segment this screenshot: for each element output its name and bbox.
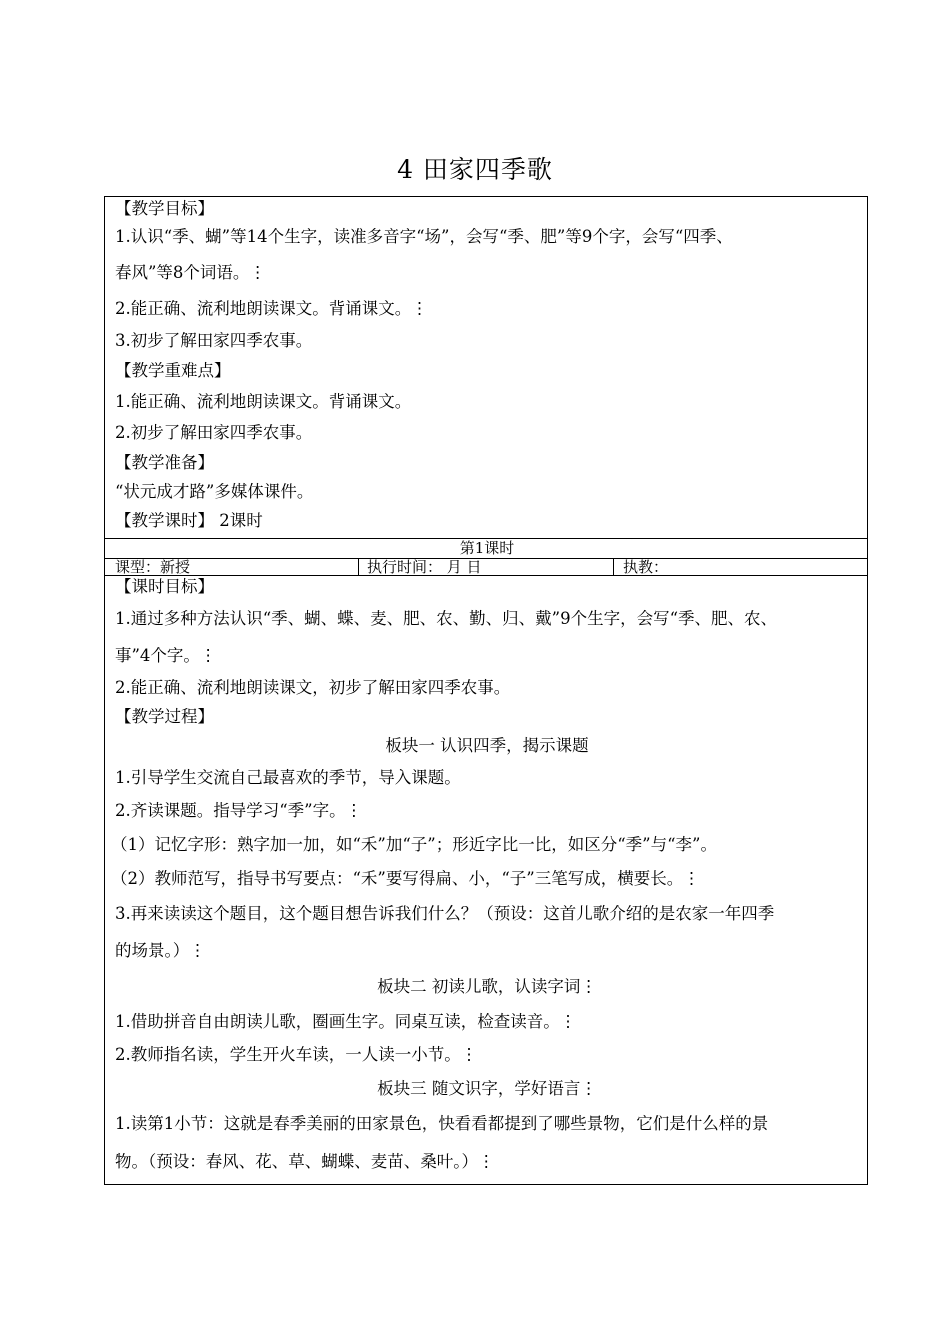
divider: [358, 559, 359, 576]
goal-3: 3.初步了解田家四季农事。: [115, 331, 313, 350]
lesson-title-row: [104, 538, 868, 559]
lesson-goal-2: 2.能正确、流利地朗读课文，初步了解田家四季农事。: [115, 678, 511, 697]
lesson-goal-1-line-a: 1.通过多种方法认识“季、蝴、蝶、麦、肥、农、勤、归、戴”9个生字，会写“季、肥、农、: [115, 609, 778, 628]
preparation-heading: 【教学准备】: [115, 453, 214, 472]
divider: [613, 559, 614, 576]
block-3-step-1-line-b: 物。（预设：春风、花、草、蝴蝶、麦苗、桑叶。）⋮: [115, 1152, 495, 1171]
goal-1-line-a: 1.认识“季、蝴”等14个生字，读准多音字“场”，会写“季、肥”等9个字，会写“四季、: [115, 227, 733, 246]
overview-section: [104, 196, 868, 539]
goal-2: 2.能正确、流利地朗读课文。背诵课文。⋮: [115, 299, 428, 318]
block-1-title: 板块一 认识四季，揭示课题: [385, 736, 589, 755]
block-1-step-1: 1.引导学生交流自己最喜欢的季节，导入课题。: [115, 768, 461, 787]
block-2-step-1: 1.借助拼音自由朗读儿歌，圈画生字。同桌互读，检查读音。⋮: [115, 1012, 577, 1031]
document-title: 4 田家四季歌: [397, 155, 553, 184]
teaching-goals-heading: 【教学目标】: [115, 199, 214, 218]
lesson-section: [104, 575, 868, 1185]
process-heading: 【教学过程】: [115, 707, 214, 726]
block-3-title: 板块三 随文识字，学好语言⋮: [377, 1079, 597, 1098]
class-hours: 【教学课时】 2课时: [115, 511, 263, 530]
goal-1-line-b: 春风”等8个词语。⋮: [115, 263, 266, 282]
lesson-goal-1-line-b: 事”4个字。⋮: [115, 646, 217, 665]
preparation-text: “状元成才路”多媒体课件。: [115, 482, 314, 501]
block-1-step-3-line-b: 的场景。）⋮: [115, 941, 206, 960]
block-1-step-3-line-a: 3.再来读读这个题目，这个题目想告诉我们什么？（预设：这首儿歌介绍的是农家一年四季: [115, 904, 775, 923]
lesson-goals-heading: 【课时目标】: [115, 577, 214, 596]
lesson-info-row: [104, 559, 868, 576]
lesson-title: 第1课时: [459, 539, 515, 557]
block-1-step-2: 2.齐读课题。指导学习“季”字。⋮: [115, 801, 363, 820]
lesson-type: 课型：新授: [115, 558, 191, 576]
lesson-time: 执行时间： 月 日: [367, 558, 482, 576]
block-1-step-2b: （2）教师范写，指导书写要点：“禾”要写得扁、小，“子”三笔写成，横要长。⋮: [111, 869, 700, 888]
block-3-step-1-line-a: 1.读第1小节：这就是春季美丽的田家景色，快看看都提到了哪些景物，它们是什么样的景: [115, 1114, 769, 1133]
block-1-step-2a: （1）记忆字形：熟字加一加，如“禾”加“子”；形近字比一比，如区分“季”与“李”。: [111, 835, 717, 854]
lesson-teacher: 执教：: [623, 558, 669, 576]
key-point-2: 2.初步了解田家四季农事。: [115, 423, 313, 442]
key-point-1: 1.能正确、流利地朗读课文。背诵课文。: [115, 392, 412, 411]
block-2-step-2: 2.教师指名读，学生开火车读，一人读一小节。⋮: [115, 1045, 478, 1064]
block-2-title: 板块二 初读儿歌，认读字词⋮: [377, 977, 597, 996]
key-points-heading: 【教学重难点】: [115, 361, 231, 380]
